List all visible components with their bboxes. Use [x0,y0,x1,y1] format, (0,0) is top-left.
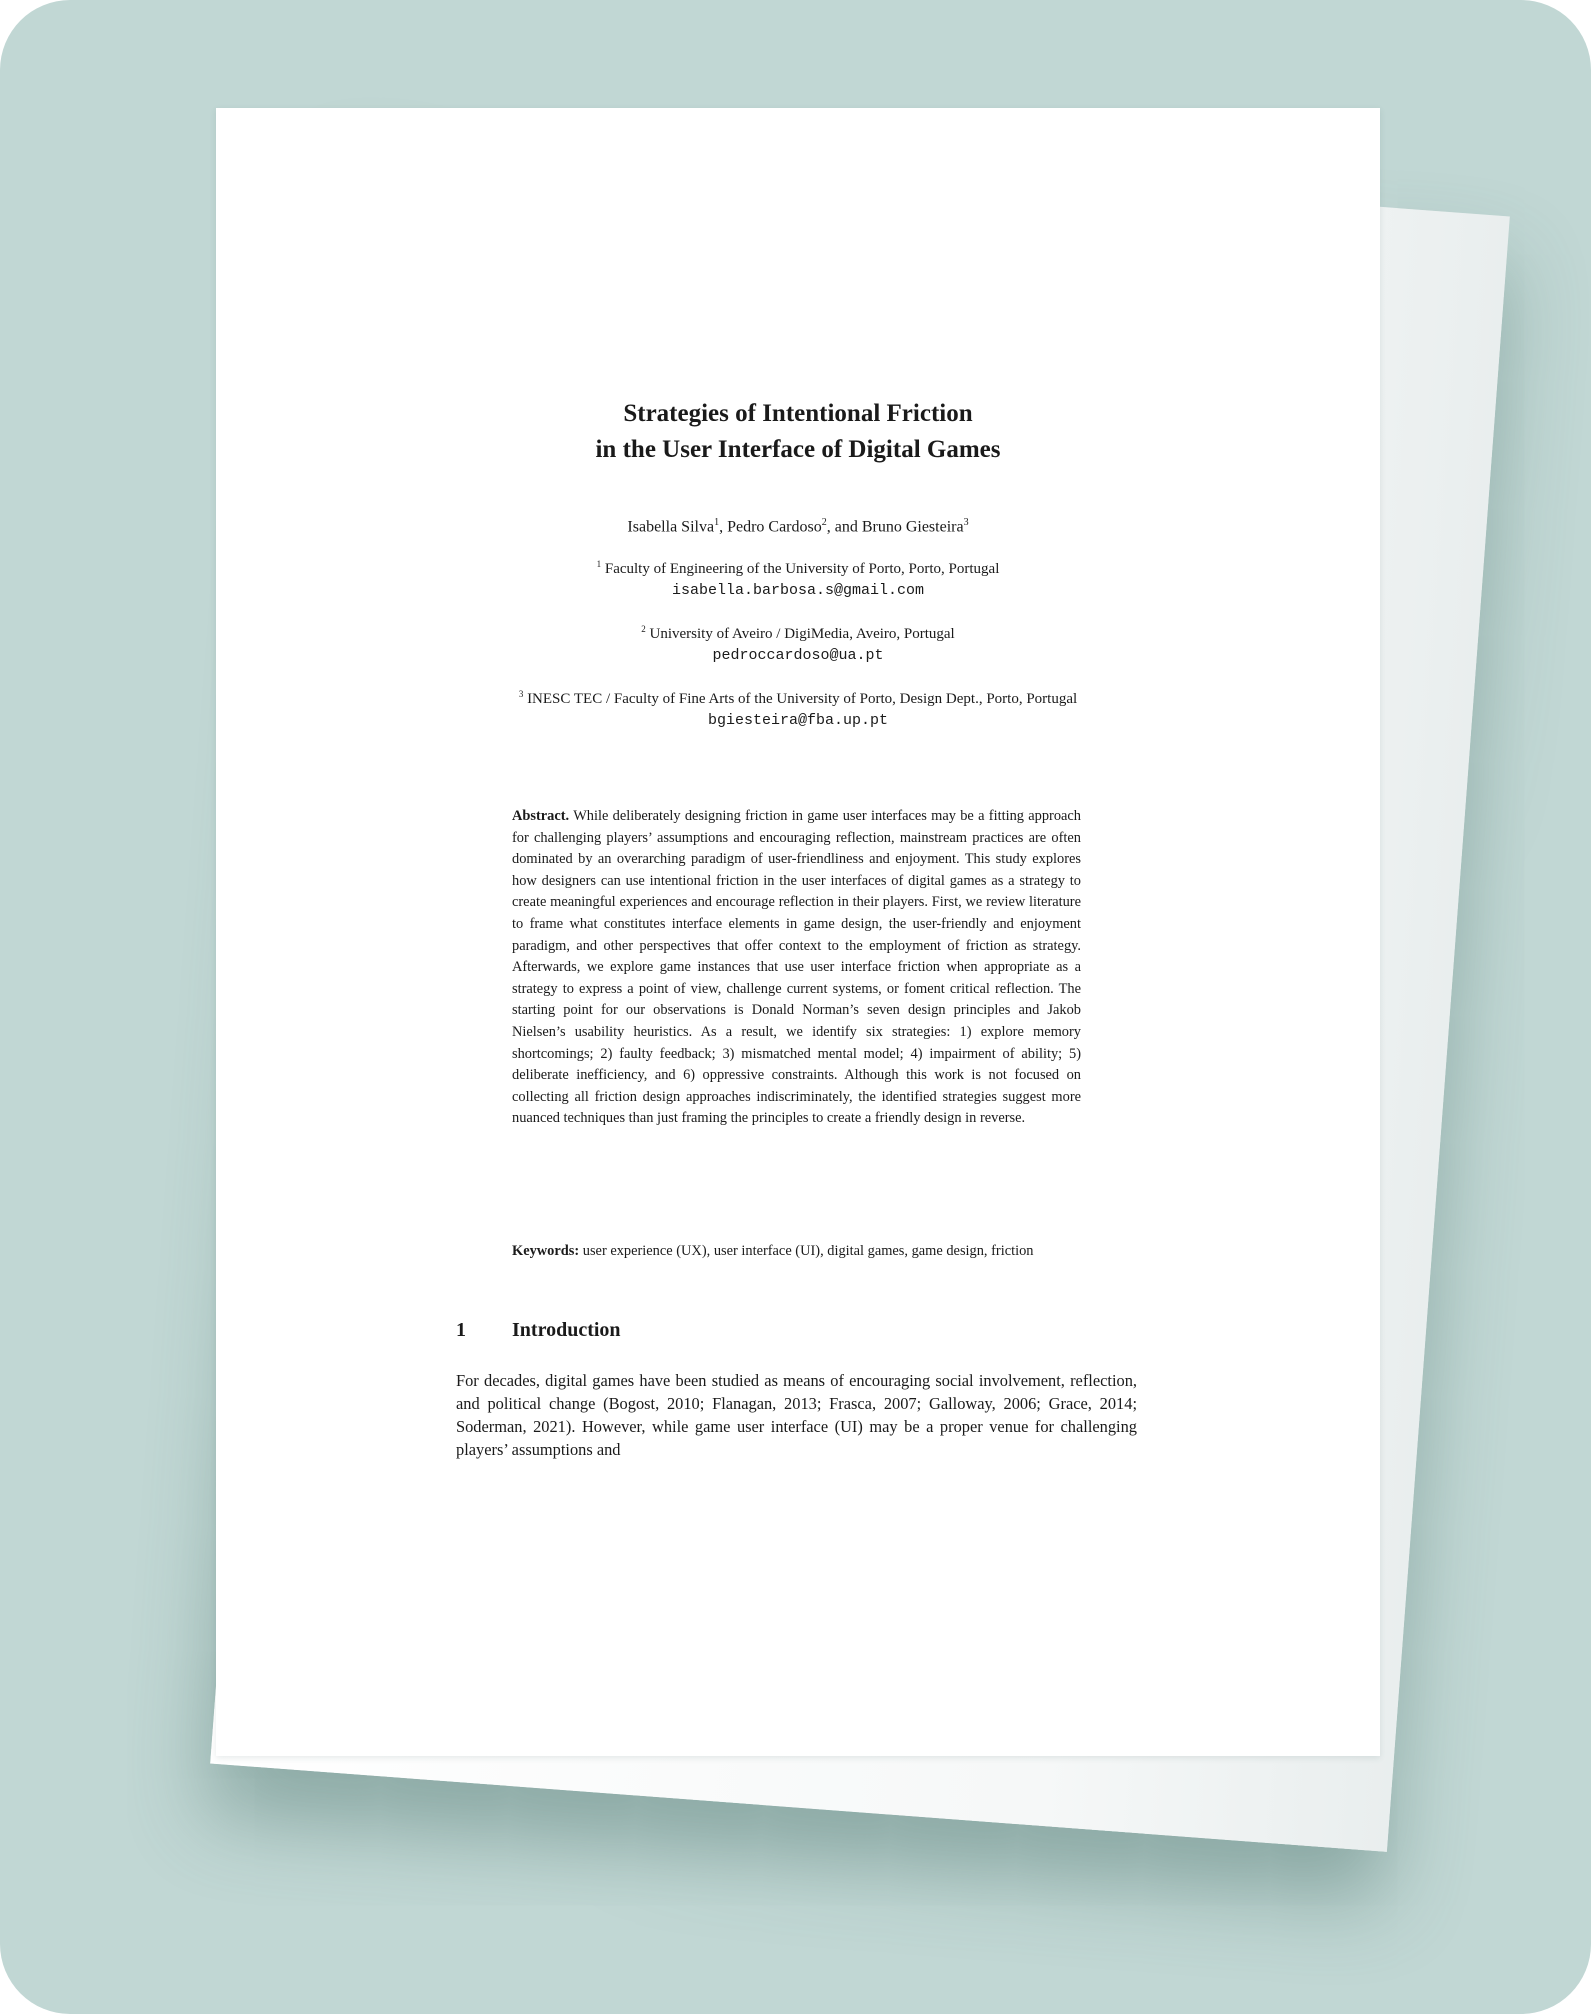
keywords-text: user experience (UX), user interface (UI), digital games, game design, friction [582,1243,1034,1259]
section-number: 1 [456,1319,466,1341]
affiliation [216,554,1380,601]
affiliation-mark: 3 [518,689,524,699]
title-line-1: Strategies of Intentional Friction [623,400,973,427]
affiliation-text: Faculty of Engineering of the University of Porto, Porto, Portugal [604,561,1000,577]
abstract-text: While deliberately designing friction in game user interfaces may be a fitting approach for challenging players’ assumptions and encouraging reflection, mainstream practices are often dominated by an overarching paradigm of user-friendliness and enjoyment. This study explores how designers can use intentional friction in the user interfaces of digital games as a strategy to create meaningful experiences and encourage reflection in their players. First, we review literature to frame what constitutes interface elements in game design, the user-friendly and enjoyment paradigm, and other perspectives that offer context to the employment of friction as strategy. Afterwards, we explore game instances that use user interface friction when appropriate as a strategy to express a point of view, challenge current systems, or foment critical reflection. The starting point for our observations is Donald Norman’s seven design principles and Jakob Nielsen’s usability heuristics. As a result, we identify six strategies: 1) explore memory shortcomings; 2) faulty feedback; 3) mismatched mental model; 4) impairment of ability; 5) deliberate inefficiency, and 6) oppressive constraints. Although this work is not focused on collecting all friction design approaches indiscriminately, the identified strategies suggest more nuanced techniques than just framing the principles to create a friendly design in reverse. [512,808,1081,1127]
author-mark: 3 [963,517,969,528]
abstract-label: Abstract. [512,808,570,824]
author-email: pedroccardoso@ua.pt [712,647,884,664]
affiliation-text: INESC TEC / Faculty of Fine Arts of the University of Porto, Design Dept., Porto, Portugal [527,691,1078,707]
abstract [512,806,1081,1130]
author-separator: , [719,518,728,536]
paper-title [216,396,1380,468]
author-email: isabella.barbosa.s@gmail.com [671,582,925,599]
author-mark: 2 [821,517,827,528]
affiliation [216,619,1380,666]
author-email: bgiesteira@fba.up.pt [707,712,889,729]
section-heading [456,1316,621,1344]
affiliation-mark: 2 [641,624,646,634]
author-list [216,513,1380,537]
author-separator: , and [826,518,862,536]
author-name: Pedro Cardoso [727,518,822,536]
affiliation-mark: 1 [596,559,602,569]
keywords-label: Keywords: [512,1243,580,1259]
section-title: Introduction [512,1319,621,1341]
keywords [512,1241,1081,1263]
author-mark: 1 [714,517,720,528]
introduction-paragraph: For decades, digital games have been studied as means of encouraging social involvement, reflection, and political change (Bogost, 2010; Flanagan, 2013; Frasca, 2007; Galloway, 2006; Grace, 2014; Soderman, 2021). However, while game user interface (UI) may be a proper venue for challenging players’ assumptions and [456,1371,1137,1459]
author-name: Isabella Silva [627,518,715,536]
affiliation-text: University of Aveiro / DigiMedia, Aveiro, Portugal [649,626,955,642]
affiliation [216,684,1380,731]
title-line-2: in the User Interface of Digital Games [595,436,1001,463]
paper-page [216,108,1380,1756]
author-name: Bruno Giesteira [861,518,964,536]
